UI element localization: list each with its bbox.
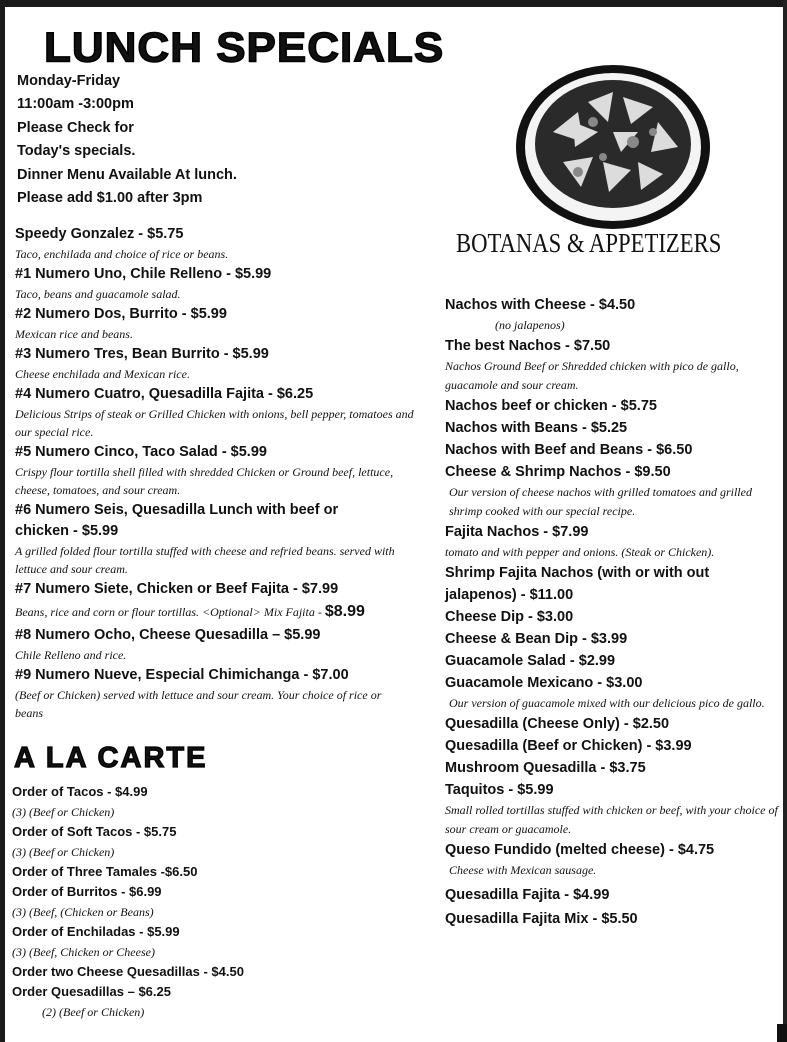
menu-item-desc: (3) (Beef or Chicken) [12,805,115,819]
menu-item [445,461,780,521]
menu-item-desc: Delicious Strips of steak or Grilled Chicken with onions, bell pepper, tomatoes and our special rice. [15,407,414,439]
menu-item-name: Mushroom Quesadilla - $3.75 [445,760,646,776]
menu-item-desc: Small rolled tortillas stuffed with chicken or beef, with your choice of sour cream or guacamole. [445,803,778,836]
hours-line: 11:00am -3:00pm [17,96,134,113]
lunch-specials-title: LUNCH SPECIALS [44,24,445,71]
menu-item-desc: Our version of cheese nachos with grilled tomatoes and grilled shrimp cooked with our special recipe. [449,485,752,518]
menu-item-name: Fajita Nachos - $7.99 [445,524,589,540]
page-border-left [0,0,5,1042]
menu-item-desc: Cheese enchilada and Mexican rice. [15,367,190,381]
menu-item-name: The best Nachos - $7.50 [445,338,611,354]
lunch-hours [17,70,317,210]
menu-item-desc: (3) (Beef or Chicken) [12,845,115,859]
menu-item-desc: (Beef or Chicken) served with lettuce and sour cream. Your choice of rice or beans [15,688,382,720]
menu-item [445,417,780,439]
menu-item-name: #9 Numero Nueve, Especial Chimichanga - $7.00 [15,667,349,683]
page-border-top [0,0,787,7]
menu-item [445,735,780,757]
menu-item [12,882,332,922]
menu-item [15,264,415,303]
hours-line: Today's specials. [17,143,136,160]
menu-item-name: Speedy Gonzalez - $5.75 [15,226,184,242]
menu-item-desc: Chile Relleno and rice. [15,648,127,662]
menu-item [15,384,415,441]
menu-item [12,822,332,862]
menu-item [12,782,332,822]
menu-item-name: Guacamole Mexicano - $3.00 [445,675,643,691]
menu-item [15,344,415,383]
a-la-carte-list [12,782,332,1022]
menu-item [15,224,415,263]
menu-item-name: Cheese Dip - $3.00 [445,609,574,625]
menu-item [445,294,780,335]
hours-line: Monday-Friday [17,73,121,89]
menu-item-desc: Crispy flour tortilla shell filled with shredded Chicken or Ground beef, lettuce, cheese, tomatoes, and sour cream. [15,465,394,497]
hours-line: Dinner Menu Available At lunch. [17,166,237,183]
menu-item-name: Queso Fundido (melted cheese) - $4.75 [445,842,715,858]
menu-item [12,922,332,962]
menu-item-desc: Taco, enchilada and choice of rice or beans. [15,247,229,261]
menu-item [15,579,415,624]
menu-item-name: Nachos beef or chicken - $5.75 [445,398,657,414]
menu-item [15,625,415,664]
menu-item-name: Order of Three Tamales -$6.50 [12,864,198,879]
menu-item-desc: Taco, beans and guacamole salad. [15,287,181,301]
menu-item-desc: (3) (Beef, Chicken or Cheese) [12,945,155,959]
menu-item [445,839,780,880]
menu-item-name: #1 Numero Uno, Chile Relleno - $5.99 [15,266,272,282]
menu-item [15,500,415,578]
menu-item-desc: Mexican rice and beans. [15,327,133,341]
lunch-specials-list [15,224,415,723]
appetizers-list [445,294,780,930]
menu-item-name: Order of Enchiladas - $5.99 [12,924,180,939]
menu-item [445,439,780,461]
menu-item [445,757,780,779]
menu-item [12,982,332,1022]
menu-item [15,442,415,499]
menu-item-name: Order of Soft Tacos - $5.75 [12,824,177,839]
menu-item-name: #2 Numero Dos, Burrito - $5.99 [15,306,227,322]
menu-item-name: #3 Numero Tres, Bean Burrito - $5.99 [15,346,269,362]
menu-item [445,562,780,606]
menu-item-name: Quesadilla Fajita Mix - $5.50 [445,911,638,927]
menu-item [15,304,415,343]
menu-item [445,884,780,906]
menu-item-name: Nachos with Beef and Beans - $6.50 [445,442,693,458]
menu-item-name: Nachos with Cheese - $4.50 [445,297,636,313]
hours-line: Please Check for [17,119,134,136]
menu-item [445,395,780,417]
menu-item-desc: Our version of guacamole mixed with our delicious pico de gallo. [449,696,765,710]
menu-item [445,672,780,713]
menu-item-name: Order of Tacos - $4.99 [12,784,148,799]
menu-item-desc: A grilled folded flour tortilla stuffed with cheese and refried beans. served with lettuce and sour cream. [15,544,395,576]
menu-item-name: Guacamole Salad - $2.99 [445,653,616,669]
menu-item [445,908,780,930]
menu-item-name: Order Quesadillas – $6.25 [12,984,171,999]
nachos-plate-illustration [513,62,713,232]
menu-item [12,862,332,882]
menu-item-name: Quesadilla Fajita - $4.99 [445,887,610,903]
menu-item-name: Cheese & Shrimp Nachos - $9.50 [445,464,671,480]
menu-item [445,335,780,395]
menu-item-name: Order two Cheese Quesadillas - $4.50 [12,964,244,979]
menu-item-name: Cheese & Bean Dip - $3.99 [445,631,628,647]
menu-item-desc: Nachos Ground Beef or Shredded chicken with pico de gallo, guacamole and sour cream. [445,359,739,392]
hours-line: Please add $1.00 after 3pm [17,190,203,207]
menu-item-desc: Cheese with Mexican sausage. [449,863,597,877]
menu-item [445,779,780,839]
menu-item-name: #5 Numero Cinco, Taco Salad - $5.99 [15,444,267,460]
menu-item-name: Quesadilla (Beef or Chicken) - $3.99 [445,738,692,754]
menu-item [15,665,415,722]
a-la-carte-title: A LA CARTE [14,742,208,774]
menu-item-desc [15,600,415,624]
menu-item-name: #6 Numero Seis, Quesadilla Lunch with beef or chicken - $5.99 [15,502,339,539]
menu-item-name: Nachos with Beans - $5.25 [445,420,628,436]
menu-item [445,521,780,562]
mix-fajita-price: $8.99 [324,603,365,620]
menu-item [445,713,780,735]
menu-item-desc-text: Beans, rice and corn or flour tortillas. <Optional> Mix Fajita - [15,605,325,619]
menu-item-name: Order of Burritos - $6.99 [12,884,162,899]
menu-item-name: Quesadilla (Cheese Only) - $2.50 [445,716,670,732]
menu-item-desc: (3) (Beef, (Chicken or Beans) [12,905,154,919]
menu-item-desc: (no jalapenos) [495,318,565,332]
menu-item-name: #8 Numero Ocho, Cheese Quesadilla – $5.99 [15,627,321,643]
menu-item-name: Shrimp Fajita Nachos (with or with out jalapenos) - $11.00 [445,565,710,603]
menu-item-name: #7 Numero Siete, Chicken or Beef Fajita - $7.99 [15,581,339,597]
botanas-title: BOTANAS & APPETIZERS [456,228,722,258]
menu-item-name: #4 Numero Cuatro, Quesadilla Fajita - $6.25 [15,386,314,402]
menu-item-desc: tomato and with pepper and onions. (Steak or Chicken). [445,545,715,559]
menu-item-name: Taquitos - $5.99 [445,782,554,798]
page-border-right [783,0,787,1042]
menu-item [445,606,780,628]
menu-item [12,962,332,982]
menu-item-desc: (2) (Beef or Chicken) [42,1005,145,1019]
page-corner-mark [777,1024,787,1042]
menu-item [445,628,780,650]
menu-item [445,650,780,672]
